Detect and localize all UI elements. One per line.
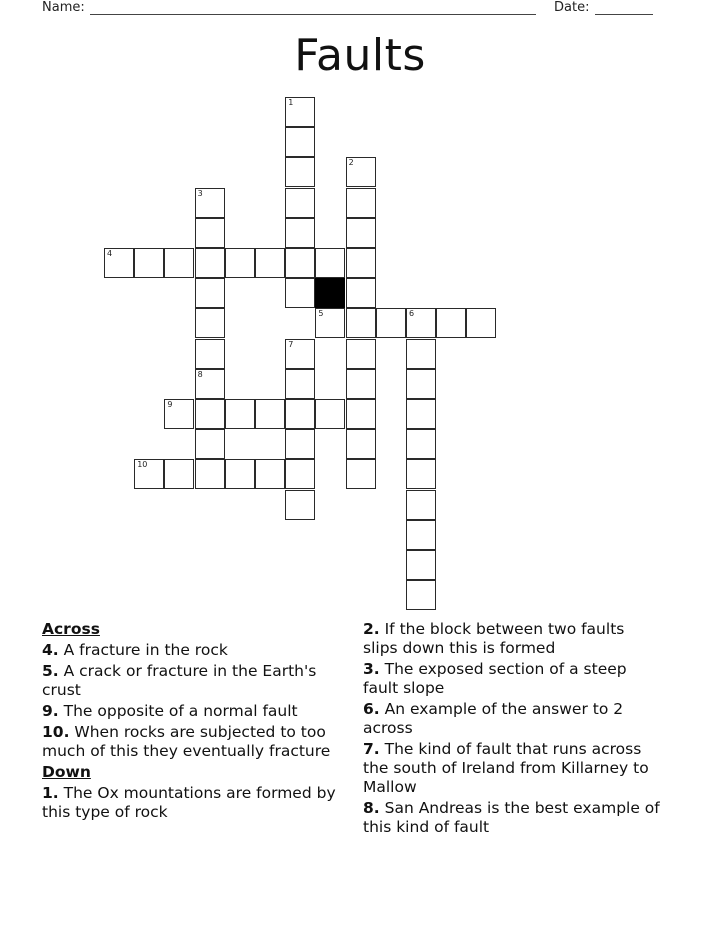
grid-cell[interactable]	[346, 248, 376, 278]
grid-cell[interactable]	[164, 248, 194, 278]
clue-down-6: 6. An example of the answer to 2 across	[363, 700, 624, 737]
grid-cell[interactable]	[346, 278, 376, 308]
across-heading: Across	[42, 620, 100, 638]
grid-cell[interactable]	[195, 429, 225, 459]
grid-cell[interactable]	[466, 308, 496, 338]
grid-cell[interactable]	[195, 278, 225, 308]
grid-cell[interactable]	[285, 369, 315, 399]
clue-number: 10	[137, 460, 148, 470]
grid-cell[interactable]	[406, 459, 436, 489]
grid-cell[interactable]	[346, 369, 376, 399]
grid-cell[interactable]	[195, 248, 225, 278]
grid-cell[interactable]	[346, 218, 376, 248]
clue-number: 5	[318, 309, 324, 319]
grid-cell[interactable]	[346, 308, 376, 338]
grid-cell[interactable]	[225, 248, 255, 278]
grid-cell[interactable]	[406, 399, 436, 429]
grid-cell[interactable]	[255, 399, 285, 429]
grid-cell[interactable]	[346, 157, 376, 187]
grid-cell[interactable]	[406, 550, 436, 580]
grid-cell[interactable]	[346, 429, 376, 459]
clue-across-10: 10. When rocks are subjected to too much of this they eventually fracture	[42, 723, 331, 760]
clue-number: 6	[409, 309, 415, 319]
grid-cell[interactable]	[285, 490, 315, 520]
grid-cell[interactable]	[195, 308, 225, 338]
clue-number: 2	[348, 158, 354, 168]
grid-cell[interactable]	[134, 248, 164, 278]
clue-down-2: 2. If the block between two faults slips down this is formed	[363, 620, 625, 657]
grid-cell[interactable]	[195, 339, 225, 369]
grid-cell[interactable]	[406, 369, 436, 399]
clue-down-3: 3. The exposed section of a steep fault slope	[363, 660, 627, 697]
grid-cell[interactable]	[315, 248, 345, 278]
grid-cell[interactable]	[255, 459, 285, 489]
clue-across-5: 5. A crack or fracture in the Earth's crust	[42, 662, 317, 699]
grid-cell[interactable]	[285, 218, 315, 248]
grid-cell[interactable]	[285, 278, 315, 308]
grid-cell[interactable]	[134, 459, 164, 489]
grid-cell[interactable]	[285, 97, 315, 127]
black-square	[315, 278, 345, 308]
grid-cell[interactable]	[346, 459, 376, 489]
grid-cell[interactable]	[346, 399, 376, 429]
grid-cell[interactable]	[285, 459, 315, 489]
grid-cell[interactable]	[436, 308, 466, 338]
clue-across-9: 9. The opposite of a normal fault	[42, 702, 298, 720]
grid-cell[interactable]	[225, 399, 255, 429]
grid-cell[interactable]	[104, 248, 134, 278]
grid-cell[interactable]	[315, 308, 345, 338]
grid-cell[interactable]	[285, 339, 315, 369]
clue-number: 4	[107, 249, 113, 258]
clue-down-1: 1. The Ox mountations are formed by this type of rock	[42, 784, 336, 821]
grid-cell[interactable]	[195, 369, 225, 399]
grid-cell[interactable]	[406, 580, 436, 610]
clue-number: 3	[197, 188, 203, 198]
grid-cell[interactable]	[346, 188, 376, 218]
grid-cell[interactable]	[285, 157, 315, 187]
down-heading: Down	[42, 763, 91, 781]
clue-down-7: 7. The kind of fault that runs across the south of Ireland from Killarney to Mallow	[363, 740, 649, 796]
grid-cell[interactable]	[195, 459, 225, 489]
grid-cell[interactable]	[255, 248, 285, 278]
grid-cell[interactable]	[376, 308, 406, 338]
grid-cell[interactable]	[406, 490, 436, 520]
grid-cell[interactable]	[406, 308, 436, 338]
grid-cell[interactable]	[406, 520, 436, 550]
clue-across-4: 4. A fracture in the rock	[42, 641, 228, 659]
date-label: Date:	[554, 0, 590, 15]
grid-cell[interactable]	[285, 127, 315, 157]
clues-left-column	[42, 620, 360, 824]
grid-cell[interactable]	[195, 218, 225, 248]
grid-cell[interactable]	[195, 399, 225, 429]
grid-cell[interactable]	[315, 399, 345, 429]
grid-cell[interactable]	[164, 459, 194, 489]
page-title: Faults	[294, 30, 426, 81]
grid-cell[interactable]	[285, 429, 315, 459]
grid-cell[interactable]	[285, 248, 315, 278]
grid-cell[interactable]	[225, 459, 255, 489]
grid-cell[interactable]	[346, 339, 376, 369]
grid-cell[interactable]	[406, 339, 436, 369]
grid-cell[interactable]	[406, 429, 436, 459]
name-label: Name:	[42, 0, 85, 15]
clue-number: 9	[167, 400, 173, 409]
clues-right-column	[363, 620, 663, 839]
grid-cell[interactable]	[285, 188, 315, 218]
clue-number: 7	[288, 339, 294, 349]
grid-cell[interactable]	[164, 399, 194, 429]
clue-number: 8	[197, 369, 203, 379]
grid-cell[interactable]	[195, 188, 225, 218]
clue-down-8: 8. San Andreas is the best example of this kind of fault	[363, 799, 660, 836]
grid-cell[interactable]	[285, 399, 315, 429]
clue-number: 1	[288, 98, 294, 107]
